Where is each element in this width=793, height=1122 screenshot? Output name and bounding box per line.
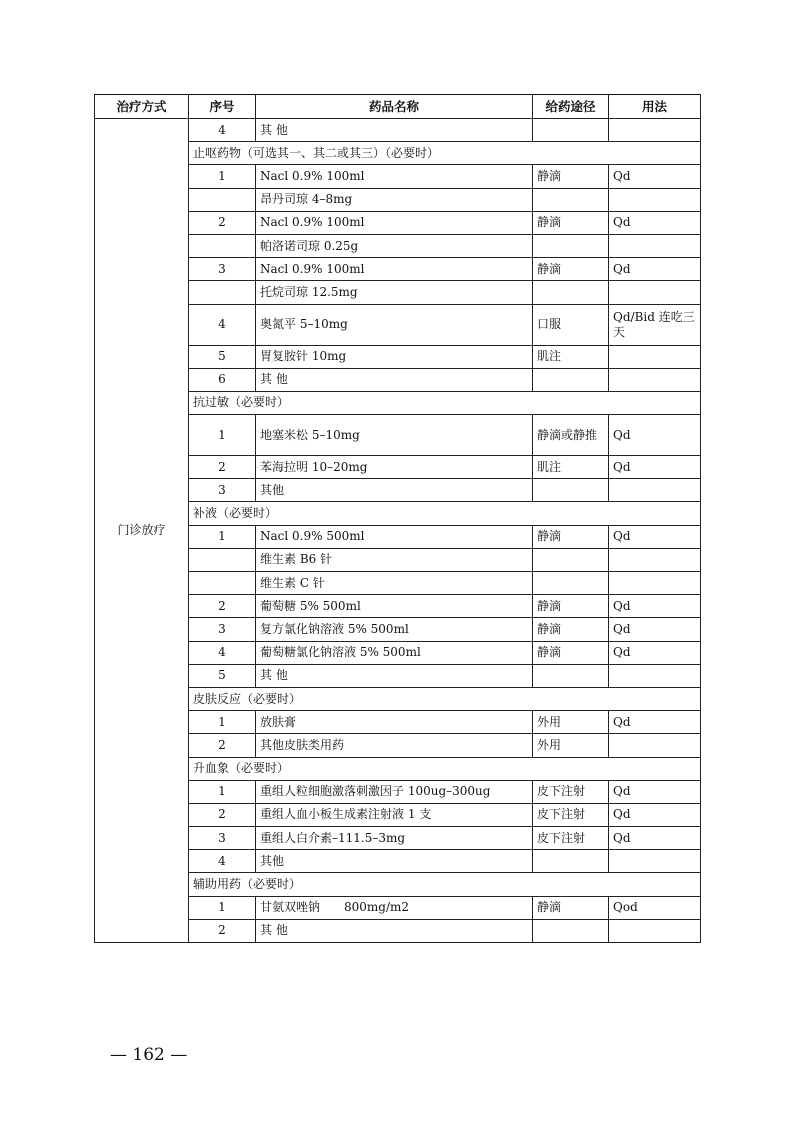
route-cell: 静滴或静推	[533, 415, 609, 456]
drug-name-cell: 其他	[256, 850, 533, 873]
drug-name-cell: 维生素 C 针	[256, 572, 533, 595]
drug-name-cell: 重组人血小板生成素注射液 1 支	[256, 803, 533, 826]
usage-cell	[609, 119, 701, 142]
index-cell: 1	[189, 896, 256, 919]
route-cell: 静滴	[533, 641, 609, 664]
drug-name-cell: 其 他	[256, 664, 533, 687]
drug-name-cell: 胃复胺针 10mg	[256, 345, 533, 368]
usage-cell: Qd	[609, 641, 701, 664]
usage-cell	[609, 479, 701, 502]
index-cell: 2	[189, 456, 256, 479]
drug-name-cell: 苯海拉明 10–20mg	[256, 456, 533, 479]
index-cell: 3	[189, 258, 256, 281]
index-cell: 4	[189, 304, 256, 345]
table-body	[95, 119, 701, 943]
usage-cell: Qd	[609, 827, 701, 850]
index-cell: 3	[189, 618, 256, 641]
usage-cell: Qd	[609, 780, 701, 803]
route-cell	[533, 368, 609, 391]
usage-cell: Qd	[609, 258, 701, 281]
drug-name-cell: 重组人粒细胞激落刺激因子 100ug–300ug	[256, 780, 533, 803]
route-cell	[533, 572, 609, 595]
route-cell: 皮下注射	[533, 827, 609, 850]
usage-cell	[609, 188, 701, 211]
route-cell: 静滴	[533, 896, 609, 919]
route-cell	[533, 188, 609, 211]
drug-name-cell: 甘氨双唑钠 800mg/m2	[256, 896, 533, 919]
section-label: 升血象（必要时）	[189, 757, 701, 780]
usage-cell	[609, 664, 701, 687]
drug-name-cell: 重组人白介素–111.5–3mg	[256, 827, 533, 850]
section-label: 皮肤反应（必要时）	[189, 687, 701, 710]
drug-table	[94, 94, 701, 943]
usage-cell: Qd	[609, 415, 701, 456]
drug-name-cell: Nacl 0.9% 100ml	[256, 258, 533, 281]
index-cell: 4	[189, 850, 256, 873]
drug-name-cell: 其 他	[256, 919, 533, 942]
drug-name-cell: 其 他	[256, 119, 533, 142]
usage-cell: Qd	[609, 618, 701, 641]
drug-name-cell: 帕洛诺司琼 0.25g	[256, 234, 533, 257]
header-mode: 治疗方式	[95, 95, 189, 119]
page-number: — 162 —	[110, 1045, 188, 1065]
header-route: 给药途径	[533, 95, 609, 119]
index-cell: 4	[189, 119, 256, 142]
route-cell	[533, 850, 609, 873]
route-cell	[533, 548, 609, 571]
section-label: 止呕药物（可选其一、其二或其三）（必要时）	[189, 142, 701, 165]
drug-name-cell: 复方氯化钠溶液 5% 500ml	[256, 618, 533, 641]
usage-cell: Qd/Bid 连吃三天	[609, 304, 701, 345]
index-cell: 6	[189, 368, 256, 391]
index-cell: 1	[189, 415, 256, 456]
route-cell: 皮下注射	[533, 780, 609, 803]
drug-name-cell: 托烷司琼 12.5mg	[256, 281, 533, 304]
section-label: 补液（必要时）	[189, 502, 701, 525]
index-cell	[189, 234, 256, 257]
table-row	[95, 119, 701, 142]
route-cell: 外用	[533, 734, 609, 757]
drug-name-cell: 奥氮平 5–10mg	[256, 304, 533, 345]
drug-name-cell: 放肤膏	[256, 711, 533, 734]
usage-cell: Qd	[609, 456, 701, 479]
drug-name-cell: 葡萄糖氯化钠溶液 5% 500ml	[256, 641, 533, 664]
route-cell	[533, 234, 609, 257]
usage-cell: Qd	[609, 711, 701, 734]
usage-cell: Qd	[609, 595, 701, 618]
drug-name-cell: 其他皮肤类用药	[256, 734, 533, 757]
index-cell: 2	[189, 803, 256, 826]
usage-cell	[609, 234, 701, 257]
drug-name-cell: Nacl 0.9% 500ml	[256, 525, 533, 548]
route-cell	[533, 119, 609, 142]
drug-name-cell: 葡萄糖 5% 500ml	[256, 595, 533, 618]
index-cell: 2	[189, 211, 256, 234]
index-cell: 1	[189, 711, 256, 734]
drug-name-cell: 其 他	[256, 368, 533, 391]
route-cell	[533, 664, 609, 687]
usage-cell	[609, 734, 701, 757]
header-name: 药品名称	[256, 95, 533, 119]
index-cell	[189, 188, 256, 211]
usage-cell	[609, 919, 701, 942]
index-cell: 1	[189, 780, 256, 803]
route-cell: 口服	[533, 304, 609, 345]
index-cell: 3	[189, 827, 256, 850]
index-cell: 2	[189, 919, 256, 942]
index-cell	[189, 572, 256, 595]
treatment-mode-cell: 门诊放疗	[95, 119, 189, 943]
index-cell: 1	[189, 525, 256, 548]
route-cell: 皮下注射	[533, 803, 609, 826]
usage-cell	[609, 548, 701, 571]
index-cell	[189, 548, 256, 571]
header-index: 序号	[189, 95, 256, 119]
route-cell: 静滴	[533, 525, 609, 548]
drug-name-cell: 昂丹司琼 4–8mg	[256, 188, 533, 211]
route-cell: 肌注	[533, 456, 609, 479]
usage-cell: Qod	[609, 896, 701, 919]
drug-name-cell: 地塞米松 5–10mg	[256, 415, 533, 456]
section-label: 抗过敏（必要时）	[189, 391, 701, 414]
route-cell: 静滴	[533, 595, 609, 618]
drug-name-cell: 其他	[256, 479, 533, 502]
usage-cell: Qd	[609, 165, 701, 188]
route-cell: 静滴	[533, 165, 609, 188]
usage-cell: Qd	[609, 803, 701, 826]
route-cell: 外用	[533, 711, 609, 734]
section-label: 辅助用药（必要时）	[189, 873, 701, 896]
usage-cell	[609, 572, 701, 595]
drug-name-cell: 维生素 B6 针	[256, 548, 533, 571]
route-cell	[533, 479, 609, 502]
header-usage: 用法	[609, 95, 701, 119]
index-cell: 3	[189, 479, 256, 502]
index-cell: 2	[189, 734, 256, 757]
route-cell	[533, 281, 609, 304]
usage-cell: Qd	[609, 525, 701, 548]
index-cell: 2	[189, 595, 256, 618]
route-cell: 静滴	[533, 618, 609, 641]
route-cell: 肌注	[533, 345, 609, 368]
route-cell	[533, 919, 609, 942]
index-cell	[189, 281, 256, 304]
index-cell: 5	[189, 664, 256, 687]
usage-cell	[609, 368, 701, 391]
index-cell: 1	[189, 165, 256, 188]
usage-cell	[609, 281, 701, 304]
usage-cell: Qd	[609, 211, 701, 234]
route-cell: 静滴	[533, 211, 609, 234]
index-cell: 5	[189, 345, 256, 368]
route-cell: 静滴	[533, 258, 609, 281]
table-header-row	[95, 95, 701, 119]
usage-cell	[609, 345, 701, 368]
drug-name-cell: Nacl 0.9% 100ml	[256, 165, 533, 188]
index-cell: 4	[189, 641, 256, 664]
usage-cell	[609, 850, 701, 873]
drug-name-cell: Nacl 0.9% 100ml	[256, 211, 533, 234]
